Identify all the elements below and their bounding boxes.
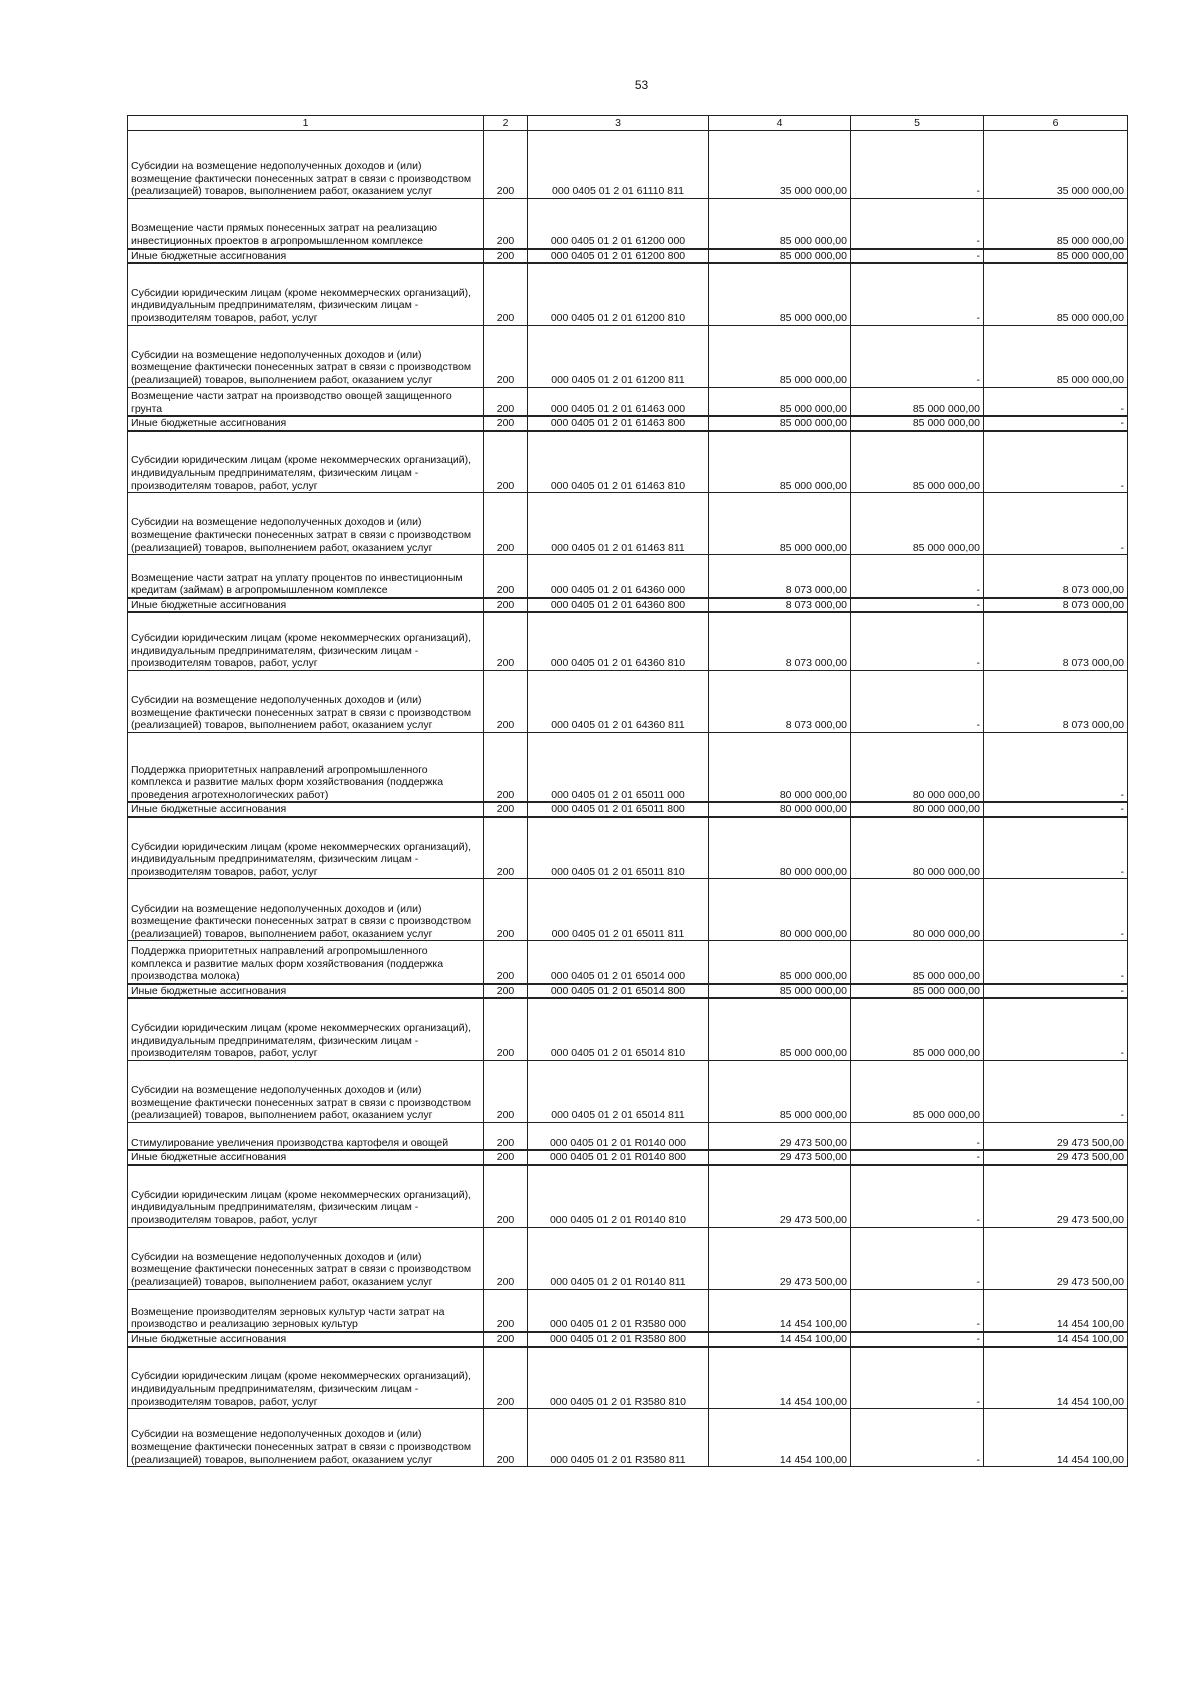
- row-code: 200: [484, 612, 528, 670]
- item-name: Возмещение производителям зерновых культур части затрат на производство и реализацию зерновых культур: [128, 1289, 484, 1332]
- budget-classification-code: 000 0405 01 2 01 R3580 800: [528, 1332, 709, 1347]
- item-name: Субсидии юридическим лицам (кроме некоммерческих организаций), индивидуальным предпринимателям, физическим лицам - производителям товаров, работ, услуг: [128, 1165, 484, 1227]
- item-name: Субсидии на возмещение недополученных доходов и (или) возмещение фактически понесенных затрат в связи с производством (реализацией) товаров, выполнением работ, оказанием услуг: [128, 131, 484, 199]
- amount-col-6: 85 000 000,00: [984, 263, 1128, 325]
- amount-col-5: 80 000 000,00: [851, 802, 984, 817]
- amount-col-6: 85 000 000,00: [984, 249, 1128, 264]
- table-row: [128, 131, 1128, 199]
- amount-col-4: 80 000 000,00: [709, 879, 851, 941]
- row-code: 200: [484, 1060, 528, 1122]
- amount-col-5: -: [851, 263, 984, 325]
- row-code: 200: [484, 131, 528, 199]
- amount-col-6: 14 454 100,00: [984, 1347, 1128, 1409]
- table-row: [128, 612, 1128, 670]
- item-name: Возмещение части прямых понесенных затрат на реализацию инвестиционных проектов в агропромышленном комплексе: [128, 199, 484, 249]
- budget-classification-code: 000 0405 01 2 01 R0140 800: [528, 1150, 709, 1165]
- amount-col-5: 85 000 000,00: [851, 493, 984, 555]
- amount-col-6: 8 073 000,00: [984, 612, 1128, 670]
- table-row: [128, 879, 1128, 941]
- row-code: 200: [484, 325, 528, 387]
- amount-col-6: -: [984, 817, 1128, 879]
- amount-col-5: -: [851, 325, 984, 387]
- amount-col-4: 85 000 000,00: [709, 249, 851, 264]
- amount-col-6: 14 454 100,00: [984, 1289, 1128, 1332]
- row-code: 200: [484, 555, 528, 598]
- header-row: [128, 116, 1128, 131]
- amount-col-5: -: [851, 598, 984, 613]
- row-code: 200: [484, 598, 528, 613]
- table-row: [128, 984, 1128, 999]
- amount-col-4: 85 000 000,00: [709, 431, 851, 493]
- amount-col-4: 29 473 500,00: [709, 1227, 851, 1289]
- amount-col-4: 85 000 000,00: [709, 263, 851, 325]
- amount-col-4: 85 000 000,00: [709, 493, 851, 555]
- table-row: [128, 941, 1128, 984]
- amount-col-5: -: [851, 1122, 984, 1150]
- amount-col-6: -: [984, 493, 1128, 555]
- row-code: 200: [484, 249, 528, 264]
- table-body: [128, 131, 1128, 1467]
- budget-classification-code: 000 0405 01 2 01 R3580 811: [528, 1409, 709, 1467]
- item-name: Стимулирование увеличения производства картофеля и овощей: [128, 1122, 484, 1150]
- amount-col-5: -: [851, 199, 984, 249]
- row-code: 200: [484, 1150, 528, 1165]
- amount-col-5: -: [851, 1165, 984, 1227]
- budget-classification-code: 000 0405 01 2 01 65014 800: [528, 984, 709, 999]
- amount-col-6: 14 454 100,00: [984, 1409, 1128, 1467]
- amount-col-4: 14 454 100,00: [709, 1409, 851, 1467]
- amount-col-5: 85 000 000,00: [851, 998, 984, 1060]
- item-name: Возмещение части затрат на уплату процентов по инвестиционным кредитам (займам) в агропромышленном комплексе: [128, 555, 484, 598]
- item-name: Иные бюджетные ассигнования: [128, 416, 484, 431]
- amount-col-6: 29 473 500,00: [984, 1227, 1128, 1289]
- item-name: Субсидии на возмещение недополученных доходов и (или) возмещение фактически понесенных затрат в связи с производством (реализацией) товаров, выполнением работ, оказанием услуг: [128, 1409, 484, 1467]
- row-code: 200: [484, 879, 528, 941]
- budget-classification-code: 000 0405 01 2 01 R0140 811: [528, 1227, 709, 1289]
- budget-classification-code: 000 0405 01 2 01 65011 811: [528, 879, 709, 941]
- table-row: [128, 1332, 1128, 1347]
- table-row: [128, 802, 1128, 817]
- table-row: [128, 670, 1128, 732]
- page-number: 53: [634, 78, 649, 92]
- item-name: Иные бюджетные ассигнования: [128, 249, 484, 264]
- row-code: 200: [484, 998, 528, 1060]
- budget-classification-code: 000 0405 01 2 01 61200 811: [528, 325, 709, 387]
- amount-col-6: 35 000 000,00: [984, 131, 1128, 199]
- row-code: 200: [484, 1332, 528, 1347]
- item-name: Поддержка приоритетных направлений агропромышленного комплекса и развитие малых форм хозяйствования (поддержка производства молока): [128, 941, 484, 984]
- row-code: 200: [484, 493, 528, 555]
- table-row: [128, 325, 1128, 387]
- amount-col-5: 85 000 000,00: [851, 416, 984, 431]
- item-name: Поддержка приоритетных направлений агропромышленного комплекса и развитие малых форм хозяйствования (поддержка проведения агротехнологических работ): [128, 732, 484, 802]
- amount-col-6: -: [984, 802, 1128, 817]
- amount-col-5: -: [851, 249, 984, 264]
- amount-col-4: 85 000 000,00: [709, 325, 851, 387]
- table-row: [128, 387, 1128, 416]
- amount-col-6: 14 454 100,00: [984, 1332, 1128, 1347]
- item-name: Субсидии на возмещение недополученных доходов и (или) возмещение фактически понесенных затрат в связи с производством (реализацией) товаров, выполнением работ, оказанием услуг: [128, 325, 484, 387]
- row-code: 200: [484, 1347, 528, 1409]
- budget-classification-code: 000 0405 01 2 01 61200 800: [528, 249, 709, 264]
- row-code: 200: [484, 670, 528, 732]
- amount-col-5: 85 000 000,00: [851, 941, 984, 984]
- row-code: 200: [484, 387, 528, 416]
- amount-col-6: -: [984, 732, 1128, 802]
- amount-col-5: 85 000 000,00: [851, 1060, 984, 1122]
- amount-col-4: 35 000 000,00: [709, 131, 851, 199]
- amount-col-4: 29 473 500,00: [709, 1122, 851, 1150]
- amount-col-6: -: [984, 941, 1128, 984]
- amount-col-4: 29 473 500,00: [709, 1150, 851, 1165]
- item-name: Иные бюджетные ассигнования: [128, 984, 484, 999]
- amount-col-4: 14 454 100,00: [709, 1332, 851, 1347]
- amount-col-4: 85 000 000,00: [709, 984, 851, 999]
- amount-col-4: 8 073 000,00: [709, 612, 851, 670]
- row-code: 200: [484, 1165, 528, 1227]
- row-code: 200: [484, 941, 528, 984]
- row-code: 200: [484, 984, 528, 999]
- item-name: Иные бюджетные ассигнования: [128, 1150, 484, 1165]
- amount-col-5: -: [851, 131, 984, 199]
- amount-col-5: 85 000 000,00: [851, 431, 984, 493]
- header-col-4: 4: [709, 116, 851, 131]
- amount-col-5: -: [851, 1347, 984, 1409]
- header-col-5: 5: [851, 116, 984, 131]
- table-row: [128, 1060, 1128, 1122]
- amount-col-4: 8 073 000,00: [709, 598, 851, 613]
- budget-classification-code: 000 0405 01 2 01 61463 000: [528, 387, 709, 416]
- amount-col-4: 14 454 100,00: [709, 1289, 851, 1332]
- budget-classification-code: 000 0405 01 2 01 65014 810: [528, 998, 709, 1060]
- table-row: [128, 1150, 1128, 1165]
- row-code: 200: [484, 1227, 528, 1289]
- item-name: Субсидии юридическим лицам (кроме некоммерческих организаций), индивидуальным предпринимателям, физическим лицам - производителям товаров, работ, услуг: [128, 1347, 484, 1409]
- amount-col-6: 8 073 000,00: [984, 598, 1128, 613]
- budget-classification-code: 000 0405 01 2 01 61463 811: [528, 493, 709, 555]
- item-name: Субсидии на возмещение недополученных доходов и (или) возмещение фактически понесенных затрат в связи с производством (реализацией) товаров, выполнением работ, оказанием услуг: [128, 1227, 484, 1289]
- amount-col-6: -: [984, 879, 1128, 941]
- row-code: 200: [484, 431, 528, 493]
- budget-classification-code: 000 0405 01 2 01 65011 800: [528, 802, 709, 817]
- item-name: Субсидии на возмещение недополученных доходов и (или) возмещение фактически понесенных затрат в связи с производством (реализацией) товаров, выполнением работ, оказанием услуг: [128, 1060, 484, 1122]
- amount-col-5: 80 000 000,00: [851, 732, 984, 802]
- amount-col-4: 80 000 000,00: [709, 817, 851, 879]
- table-row: [128, 998, 1128, 1060]
- amount-col-6: 85 000 000,00: [984, 199, 1128, 249]
- header-col-2: 2: [484, 116, 528, 131]
- amount-col-5: -: [851, 555, 984, 598]
- amount-col-4: 85 000 000,00: [709, 199, 851, 249]
- table-row: [128, 416, 1128, 431]
- item-name: Субсидии юридическим лицам (кроме некоммерческих организаций), индивидуальным предпринимателям, физическим лицам - производителям товаров, работ, услуг: [128, 612, 484, 670]
- amount-col-4: 14 454 100,00: [709, 1347, 851, 1409]
- row-code: 200: [484, 817, 528, 879]
- budget-classification-code: 000 0405 01 2 01 61110 811: [528, 131, 709, 199]
- budget-classification-code: 000 0405 01 2 01 R0140 810: [528, 1165, 709, 1227]
- table-row: [128, 249, 1128, 264]
- amount-col-4: 85 000 000,00: [709, 387, 851, 416]
- row-code: 200: [484, 1122, 528, 1150]
- budget-classification-code: 000 0405 01 2 01 64360 000: [528, 555, 709, 598]
- budget-classification-code: 000 0405 01 2 01 65014 000: [528, 941, 709, 984]
- table-row: [128, 431, 1128, 493]
- table-row: [128, 263, 1128, 325]
- header-col-6: 6: [984, 116, 1128, 131]
- amount-col-6: 8 073 000,00: [984, 670, 1128, 732]
- budget-classification-code: 000 0405 01 2 01 65011 810: [528, 817, 709, 879]
- amount-col-6: 29 473 500,00: [984, 1165, 1128, 1227]
- table-row: [128, 817, 1128, 879]
- header-col-3: 3: [528, 116, 709, 131]
- amount-col-6: -: [984, 984, 1128, 999]
- amount-col-5: 80 000 000,00: [851, 817, 984, 879]
- budget-classification-code: 000 0405 01 2 01 64360 811: [528, 670, 709, 732]
- budget-classification-code: 000 0405 01 2 01 64360 810: [528, 612, 709, 670]
- budget-classification-code: 000 0405 01 2 01 R3580 810: [528, 1347, 709, 1409]
- amount-col-6: -: [984, 431, 1128, 493]
- amount-col-5: 85 000 000,00: [851, 387, 984, 416]
- amount-col-5: 85 000 000,00: [851, 984, 984, 999]
- item-name: Субсидии на возмещение недополученных доходов и (или) возмещение фактически понесенных затрат в связи с производством (реализацией) товаров, выполнением работ, оказанием услуг: [128, 493, 484, 555]
- amount-col-4: 80 000 000,00: [709, 732, 851, 802]
- budget-classification-code: 000 0405 01 2 01 64360 800: [528, 598, 709, 613]
- amount-col-5: -: [851, 670, 984, 732]
- table-row: [128, 1289, 1128, 1332]
- item-name: Возмещение части затрат на производство овощей защищенного грунта: [128, 387, 484, 416]
- item-name: Субсидии юридическим лицам (кроме некоммерческих организаций), индивидуальным предпринимателям, физическим лицам - производителям товаров, работ, услуг: [128, 998, 484, 1060]
- table-row: [128, 555, 1128, 598]
- amount-col-6: -: [984, 387, 1128, 416]
- amount-col-4: 8 073 000,00: [709, 555, 851, 598]
- amount-col-5: -: [851, 1227, 984, 1289]
- table-row: [128, 1122, 1128, 1150]
- budget-classification-code: 000 0405 01 2 01 61200 000: [528, 199, 709, 249]
- budget-classification-code: 000 0405 01 2 01 61463 810: [528, 431, 709, 493]
- table-row: [128, 1165, 1128, 1227]
- amount-col-5: -: [851, 612, 984, 670]
- amount-col-4: 85 000 000,00: [709, 941, 851, 984]
- amount-col-6: 29 473 500,00: [984, 1122, 1128, 1150]
- table-row: [128, 1347, 1128, 1409]
- budget-classification-code: 000 0405 01 2 01 61463 800: [528, 416, 709, 431]
- budget-table: [127, 115, 1128, 1467]
- amount-col-4: 85 000 000,00: [709, 1060, 851, 1122]
- item-name: Субсидии юридическим лицам (кроме некоммерческих организаций), индивидуальным предпринимателям, физическим лицам - производителям товаров, работ, услуг: [128, 817, 484, 879]
- amount-col-6: -: [984, 1060, 1128, 1122]
- amount-col-5: 80 000 000,00: [851, 879, 984, 941]
- table-row: [128, 493, 1128, 555]
- amount-col-6: 29 473 500,00: [984, 1150, 1128, 1165]
- budget-classification-code: 000 0405 01 2 01 65011 000: [528, 732, 709, 802]
- amount-col-6: -: [984, 416, 1128, 431]
- item-name: Иные бюджетные ассигнования: [128, 1332, 484, 1347]
- table-row: [128, 1227, 1128, 1289]
- row-code: 200: [484, 263, 528, 325]
- amount-col-6: 85 000 000,00: [984, 325, 1128, 387]
- row-code: 200: [484, 1289, 528, 1332]
- item-name: Иные бюджетные ассигнования: [128, 802, 484, 817]
- amount-col-4: 85 000 000,00: [709, 416, 851, 431]
- amount-col-4: 80 000 000,00: [709, 802, 851, 817]
- table-row: [128, 199, 1128, 249]
- item-name: Субсидии на возмещение недополученных доходов и (или) возмещение фактически понесенных затрат в связи с производством (реализацией) товаров, выполнением работ, оказанием услуг: [128, 879, 484, 941]
- amount-col-5: -: [851, 1409, 984, 1467]
- amount-col-5: -: [851, 1150, 984, 1165]
- amount-col-5: -: [851, 1289, 984, 1332]
- table-row: [128, 598, 1128, 613]
- amount-col-6: 8 073 000,00: [984, 555, 1128, 598]
- amount-col-4: 29 473 500,00: [709, 1165, 851, 1227]
- item-name: Субсидии юридическим лицам (кроме некоммерческих организаций), индивидуальным предпринимателям, физическим лицам - производителям товаров, работ, услуг: [128, 263, 484, 325]
- item-name: Иные бюджетные ассигнования: [128, 598, 484, 613]
- amount-col-4: 8 073 000,00: [709, 670, 851, 732]
- budget-classification-code: 000 0405 01 2 01 R3580 000: [528, 1289, 709, 1332]
- row-code: 200: [484, 732, 528, 802]
- row-code: 200: [484, 199, 528, 249]
- table-row: [128, 732, 1128, 802]
- item-name: Субсидии юридическим лицам (кроме некоммерческих организаций), индивидуальным предпринимателям, физическим лицам - производителям товаров, работ, услуг: [128, 431, 484, 493]
- amount-col-5: -: [851, 1332, 984, 1347]
- budget-classification-code: 000 0405 01 2 01 65014 811: [528, 1060, 709, 1122]
- budget-classification-code: 000 0405 01 2 01 R0140 000: [528, 1122, 709, 1150]
- item-name: Субсидии на возмещение недополученных доходов и (или) возмещение фактически понесенных затрат в связи с производством (реализацией) товаров, выполнением работ, оказанием услуг: [128, 670, 484, 732]
- table-row: [128, 1409, 1128, 1467]
- row-code: 200: [484, 1409, 528, 1467]
- amount-col-4: 85 000 000,00: [709, 998, 851, 1060]
- header-col-1: 1: [128, 116, 484, 131]
- amount-col-6: -: [984, 998, 1128, 1060]
- row-code: 200: [484, 802, 528, 817]
- row-code: 200: [484, 416, 528, 431]
- budget-classification-code: 000 0405 01 2 01 61200 810: [528, 263, 709, 325]
